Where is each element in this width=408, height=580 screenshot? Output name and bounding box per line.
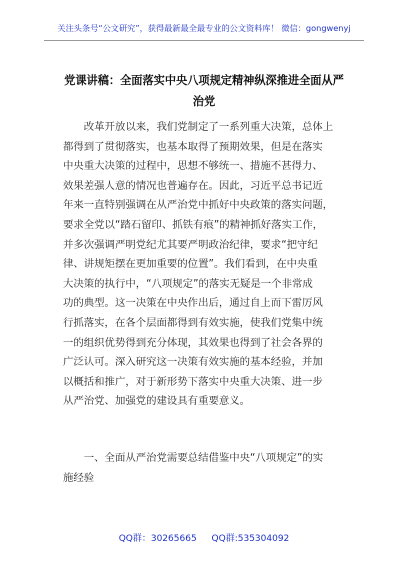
paragraph-line: 从严治党、加强党的建设具有重要意义。 <box>63 395 251 408</box>
paragraph-line: 要求全党以“踏石留印、抓铁有痕”的精神抓好落实工作， <box>63 218 324 231</box>
document-title <box>62 70 346 112</box>
header-divider <box>44 40 364 41</box>
paragraph-line: 以概括和推广，对于新形势下落实中央重大决策、进一步 <box>63 375 323 388</box>
footer-contacts <box>0 531 408 544</box>
paragraph-line: 改革开放以来，我们党制定了一系列重大决策，总体上 <box>63 121 334 133</box>
paragraph-line: 功的典型。这一决策在中央作出后，通过自上而下雷厉风 <box>63 297 323 310</box>
paragraph-line: 广泛认可。深入研究这一决策有效实施的基本经验，并加 <box>63 356 323 369</box>
paragraph-line: 效果差强人意的情况也普遍存在。因此，习近平总书记近 <box>63 179 323 192</box>
paragraph-line: 大决策的执行中，“八项规定”的落实无疑是一个非常成 <box>63 277 313 290</box>
title-line-1: 党课讲稿：全面落实中央八项规定精神纵深推进全面从严 <box>64 74 344 87</box>
paragraph-line: 一的组织优势得到充分体现，其效果也得到了社会各界的 <box>63 336 323 349</box>
paragraph-line: 都得到了贯彻落实，也基本取得了预期效果，但是在落实 <box>63 140 323 153</box>
footer-qq-group-1: QQ群：30265665 <box>118 534 197 544</box>
section-line: 一、全面从严治党需要总结借鉴中央“八项规定”的实 <box>63 452 324 464</box>
paragraph-line: 中央重大决策的过程中，思想不够统一、措施不甚得力、 <box>63 160 323 173</box>
paragraph-line: 行抓落实，在各个层面都得到有效实施，使我们党集中统 <box>63 316 323 329</box>
paragraph-line: 年来一直特别强调在从严治党中抓好中央政策的落实问题， <box>63 199 334 212</box>
paragraph-line: 律、讲规矩摆在更加重要的位置”。我们看到，在中央重 <box>63 258 318 271</box>
section-line: 施经验 <box>63 471 95 484</box>
paragraph-line: 并多次强调严明党纪尤其要严明政治纪律，要求“把守纪 <box>63 238 318 251</box>
header-banner: 关注头条号“公文研究”，获得最新最全最专业的公文资料库！ 微信：gongwenyj <box>57 23 351 33</box>
paragraph-1 <box>63 118 349 412</box>
footer-qq-group-2: QQ群:535304092 <box>211 534 290 544</box>
section-heading-1 <box>63 449 353 488</box>
title-line-2: 治党 <box>192 95 216 108</box>
